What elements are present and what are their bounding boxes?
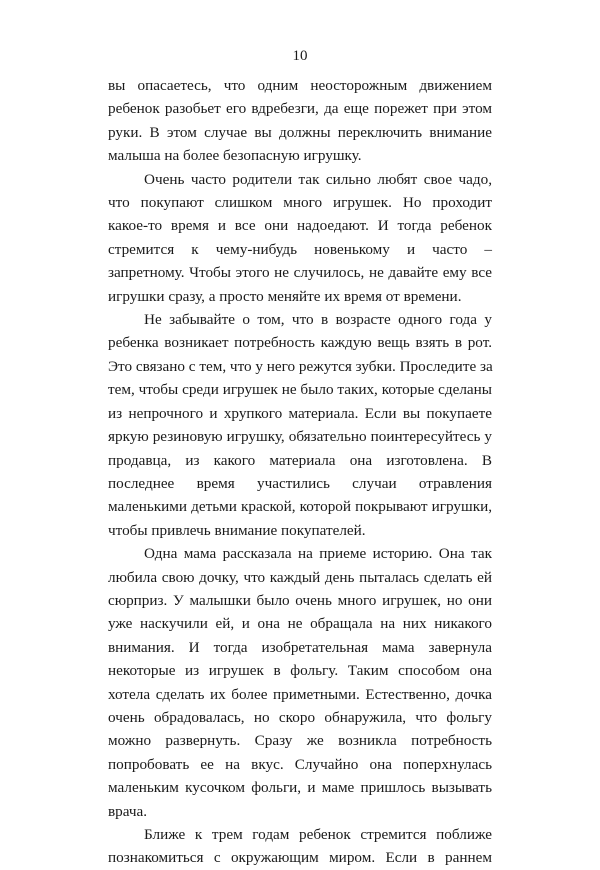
text-line: ребенок разобьет его вдребезги, да еще порежет при этом xyxy=(108,100,492,118)
page-number: 10 xyxy=(292,48,308,64)
text-line: любила свою дочку, что каждый день пыталась сделать ей xyxy=(108,568,492,586)
text-line: познакомиться с окружающим миром. Если в раннем xyxy=(108,849,492,867)
text-line: стремится к чему-нибудь новенькому и часто – xyxy=(108,240,492,258)
text-line: запретному. Чтобы этого не случилось, не давайте ему все xyxy=(108,264,492,282)
paragraph xyxy=(108,168,492,308)
text-line: Ближе к трем годам ребенок стремится поближе xyxy=(144,826,492,843)
text-line: маленьким кусочком фольги, и маме пришлось вызывать xyxy=(108,779,492,797)
paragraph xyxy=(108,74,492,168)
text-line: чтобы привлечь внимание покупателей. xyxy=(108,521,366,539)
text-line: Это связано с тем, что у него режутся зубки. Проследите за xyxy=(108,357,493,375)
text-line: некоторые из игрушек в фольгу. Таким способом она xyxy=(108,662,492,680)
text-line: ребенка возникает потребность каждую вещь взять в рот. xyxy=(108,334,492,352)
text-line: продавца, из какого материала она изготовлена. В xyxy=(108,451,492,469)
body-text xyxy=(108,74,492,870)
text-line: яркую резиновую игрушку, обязательно поинтересуйтесь у xyxy=(108,428,492,446)
text-line: какое-то время и все они надоедают. И тогда ребенок xyxy=(108,217,492,235)
text-line: маленькими детьми краской, которой покрывают игрушки, xyxy=(108,498,492,516)
text-line: попробовать ее на вкус. Случайно она поперхнулась xyxy=(108,755,492,773)
text-line: Не забывайте о том, что в возрасте одного года у xyxy=(144,311,492,329)
text-line: малыша на более безопасную игрушку. xyxy=(108,147,362,165)
paragraph xyxy=(108,308,492,542)
text-line: Очень часто родители так сильно любят свое чадо, xyxy=(144,170,492,188)
text-line: Одна мама рассказала на приеме историю. Она так xyxy=(144,545,492,563)
text-line: тем, чтобы среди игрушек не было таких, которые сделаны xyxy=(108,381,492,399)
text-line: из непрочного и хрупкого материала. Если вы покупаете xyxy=(108,404,492,422)
text-line: можно развернуть. Сразу же возникла потребность xyxy=(108,732,492,750)
text-line: руки. В этом случае вы должны переключить внимание xyxy=(108,123,492,141)
text-line: уже наскучили ей, и она не обращала на них никакого xyxy=(108,615,492,633)
paragraph xyxy=(108,823,492,870)
text-line: внимания. И тогда изобретательная мама завернула xyxy=(108,638,492,656)
text-line: очень обрадовалась, но скоро обнаружила, что фольгу xyxy=(108,708,492,726)
paragraph xyxy=(108,542,492,823)
text-line: врача. xyxy=(108,802,148,820)
text-line: сюрприз. У малышки было очень много игрушек, но они xyxy=(108,591,492,609)
text-line: последнее время участились случаи отравления xyxy=(108,474,492,492)
text-line: вы опасаетесь, что одним неосторожным движением xyxy=(108,77,492,94)
text-line: хотела сделать их более приметными. Естественно, дочка xyxy=(108,685,492,703)
text-line: что покупают слишком много игрушек. Но проходит xyxy=(108,194,492,212)
text-line: игрушки сразу, а просто меняйте их время от времени. xyxy=(108,287,462,305)
